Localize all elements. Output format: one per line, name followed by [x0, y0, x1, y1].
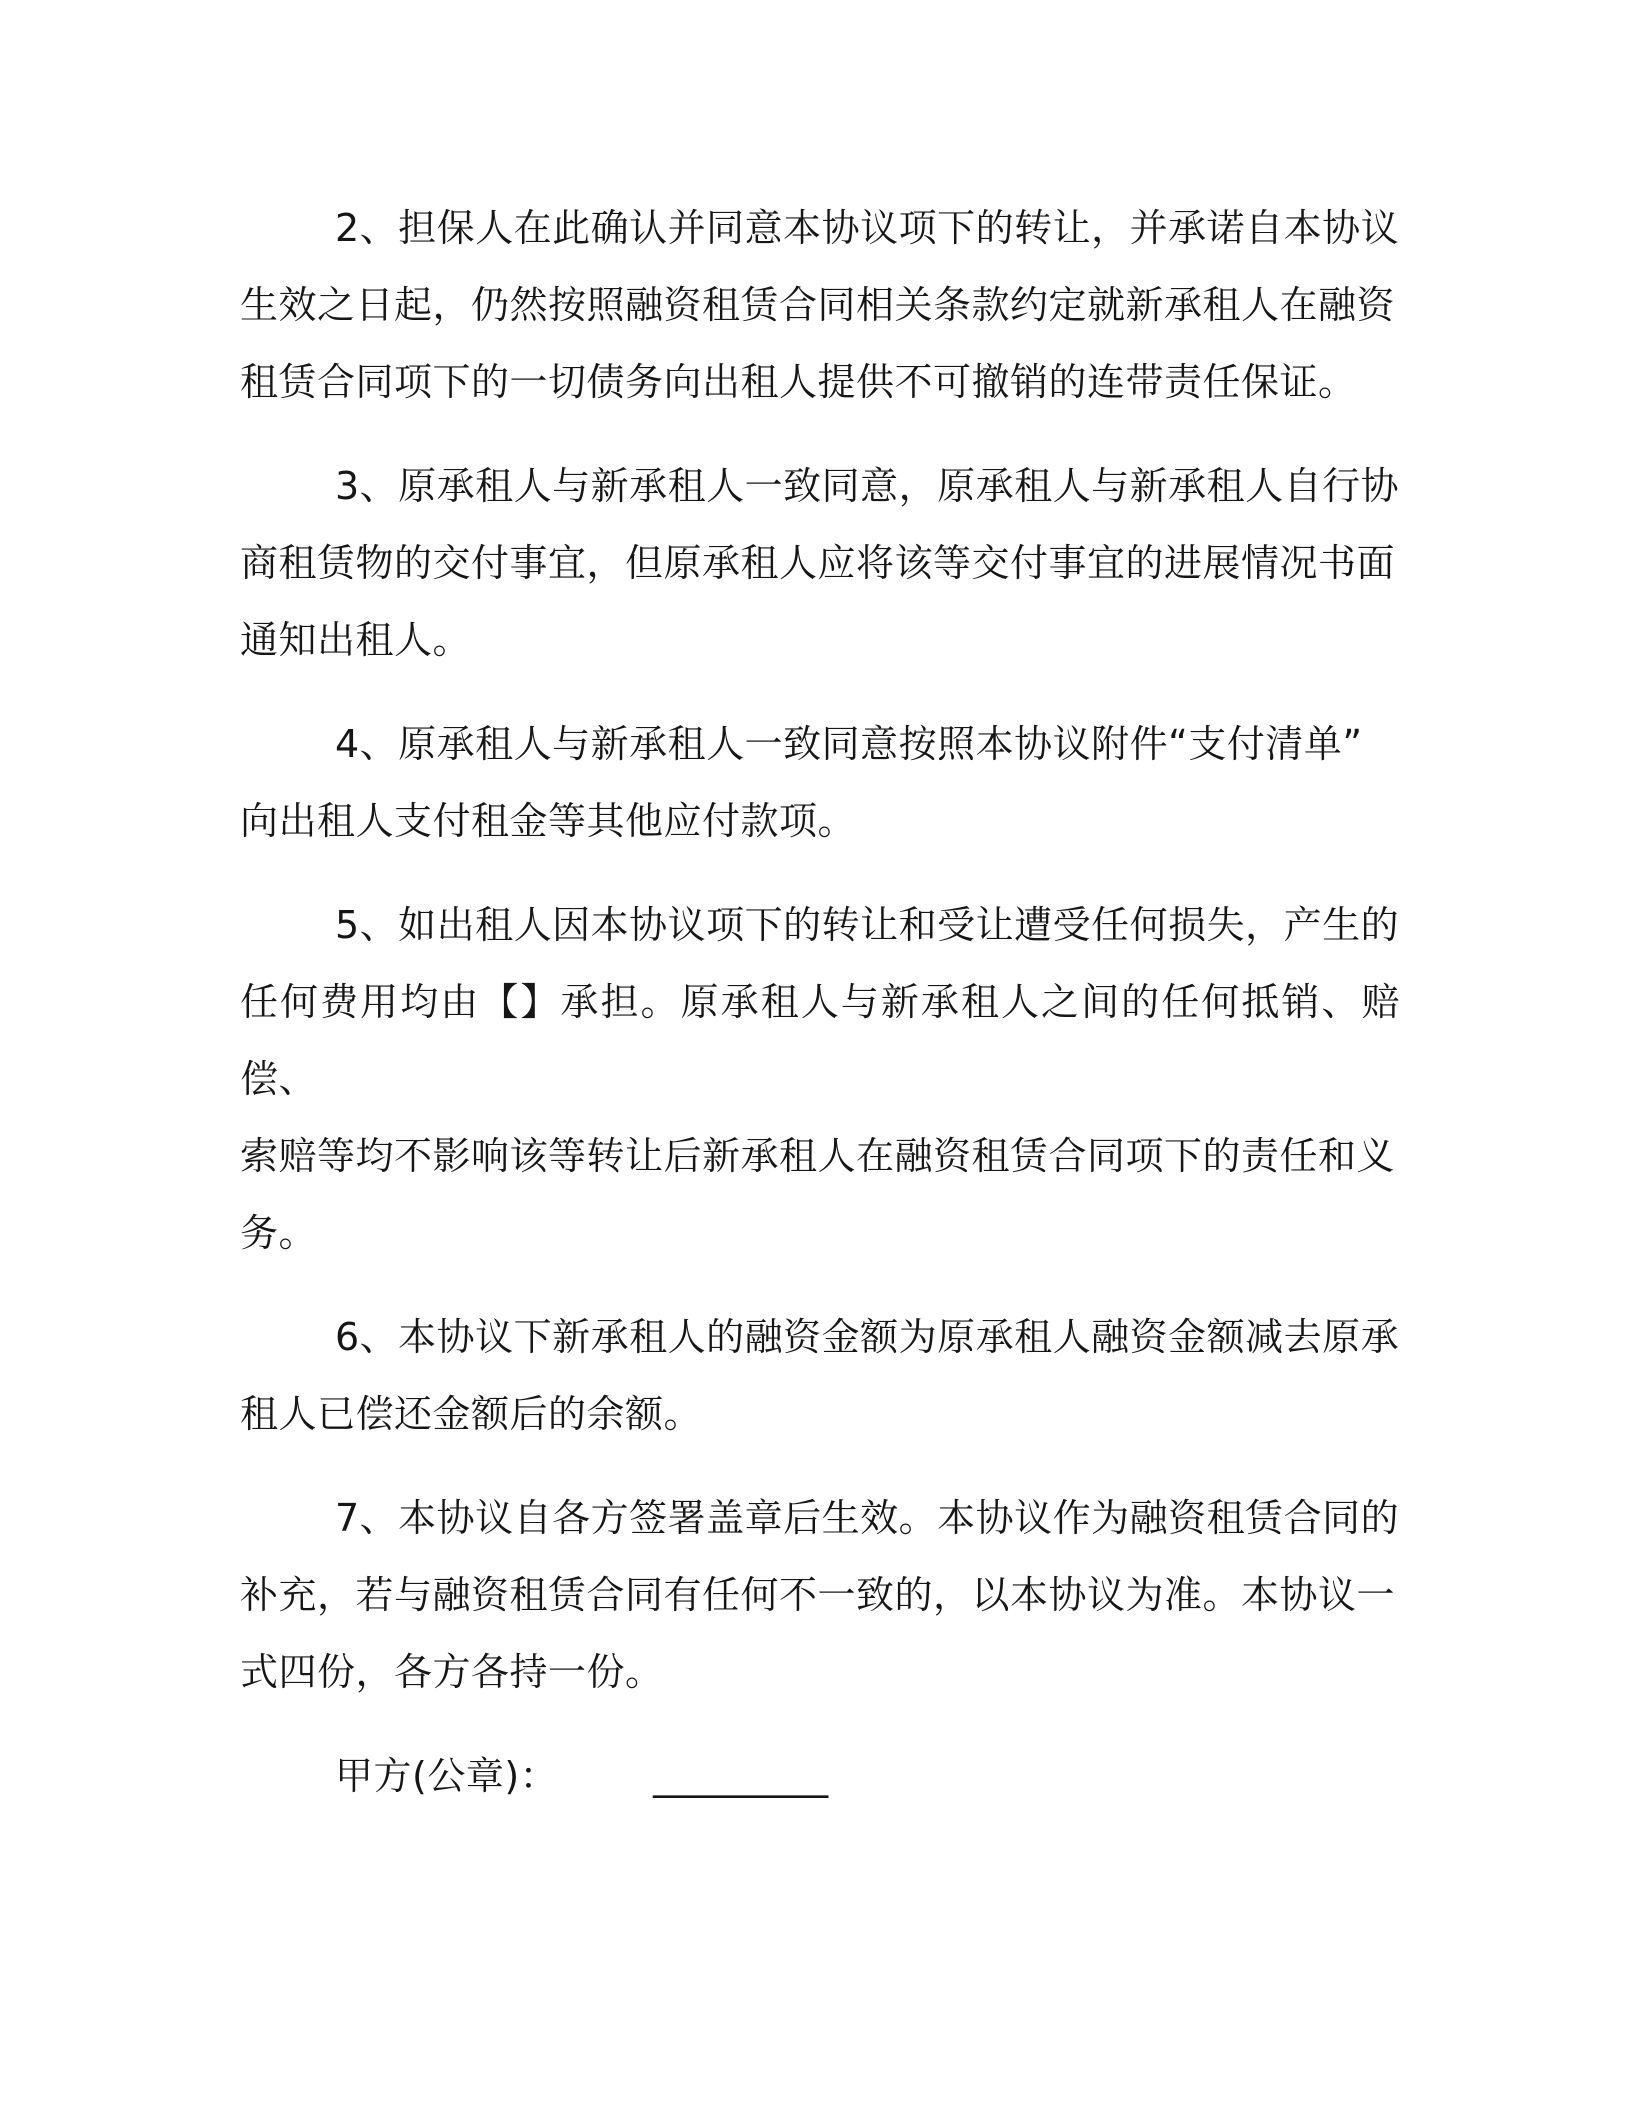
clause-5-line-2: 任何费用均由【】承担。原承租人与新承租人之间的任何抵销、赔偿、 [240, 980, 1400, 1101]
party-a-signature-line [240, 1738, 1400, 1815]
clause-7-line-2: 补充，若与融资租赁合同有任何不一致的，以本协议为准。本协议一 [240, 1573, 1396, 1617]
clause-7 [240, 1480, 1400, 1711]
clause-2 [240, 190, 1400, 421]
party-a-seal-label: 甲方(公章)： [335, 1754, 559, 1798]
clause-3-line-1: 3、原承租人与新承租人一致同意，原承租人与新承租人自行协 [335, 464, 1400, 508]
clause-3 [240, 448, 1400, 679]
party-a-signature-blank[interactable]: _________ [653, 1754, 829, 1798]
clause-3-line-2: 商租赁物的交付事宜，但原承租人应将该等交付事宜的进展情况书面 [240, 541, 1396, 585]
clause-6-line-1: 6、本协议下新承租人的融资金额为原承租人融资金额减去原承 [335, 1315, 1400, 1359]
clause-4-line-2: 向出租人支付租金等其他应付款项。 [240, 799, 857, 843]
clause-2-line-1: 2、担保人在此确认并同意本协议项下的转让，并承诺自本协议 [335, 206, 1400, 250]
clause-7-line-1: 7、本协议自各方签署盖章后生效。本协议作为融资租赁合同的 [335, 1496, 1400, 1540]
clause-5 [240, 887, 1400, 1272]
clause-5-line-1: 5、如出租人因本协议项下的转让和受让遭受任何损失，产生的 [335, 903, 1400, 947]
clause-3-line-3: 通知出租人。 [240, 618, 472, 662]
clause-4-line-1: 4、原承租人与新承租人一致同意按照本协议附件“支付清单” [335, 722, 1363, 766]
clause-6-line-2: 租人已偿还金额后的余额。 [240, 1392, 703, 1436]
clause-5-line-4: 务。 [240, 1211, 318, 1255]
clause-6 [240, 1299, 1400, 1453]
clause-7-line-3: 式四份，各方各持一份。 [240, 1650, 664, 1694]
clause-2-line-3: 租赁合同项下的一切债务向出租人提供不可撤销的连带责任保证。 [240, 360, 1357, 404]
clause-4 [240, 706, 1400, 860]
clause-5-line-3: 索赔等均不影响该等转让后新承租人在融资租赁合同项下的责任和义 [240, 1134, 1396, 1178]
document-body [240, 190, 1400, 1853]
clause-2-line-2: 生效之日起，仍然按照融资租赁合同相关条款约定就新承租人在融资 [240, 283, 1396, 327]
